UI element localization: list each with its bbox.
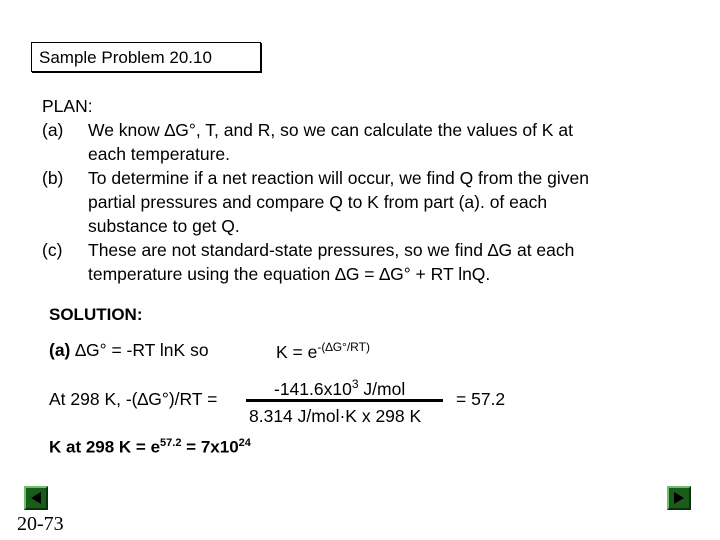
slide-title: Sample Problem 20.10 (31, 42, 261, 72)
numerator-exponent: 3 (351, 377, 359, 391)
k298-exponent2: 24 (238, 437, 251, 449)
line-298-label: At 298 K, -(∆G°)/RT = (49, 389, 218, 409)
numerator-unit: J/mol (358, 378, 406, 399)
plan-item-a (42, 118, 589, 166)
part-a-expression: ∆G° = -RT lnK so (75, 340, 209, 360)
plan-item-c (42, 238, 589, 286)
k298-value: = 7x10 (181, 437, 239, 457)
numerator-value: -141.6x10 (274, 378, 352, 399)
plan-item-text: substance to get Q. (88, 216, 240, 236)
fraction-denominator: 8.314 J/mol·K x 298 K (249, 406, 422, 426)
plan-item-text: each temperature. (88, 144, 231, 164)
k-equation (276, 340, 370, 363)
fraction-bar (246, 399, 443, 402)
k298-exponent: 57.2 (160, 437, 182, 449)
k-expression: K = e (276, 341, 318, 362)
next-arrow-icon (671, 490, 687, 506)
plan-item-label: (a) (42, 120, 64, 140)
plan-item-label: (b) (42, 168, 64, 188)
plan-item-text: temperature using the equation ∆G = ∆G° + RT lnQ. (88, 264, 491, 284)
prev-slide-button[interactable] (24, 486, 48, 510)
plan-item-label: (c) (42, 240, 63, 260)
plan-heading: PLAN: (42, 96, 93, 116)
plan-item-b (42, 166, 589, 238)
plan-item-text: We know ∆G°, T, and R, so we can calculate the values of K at (88, 120, 573, 140)
fraction-result: = 57.2 (456, 389, 506, 409)
k298-prefix: K at 298 K = e (49, 437, 161, 457)
plan-item-text: partial pressures and compare Q to K from part (a). of each (88, 192, 548, 212)
part-a-label: (a) (49, 340, 71, 360)
plan-item-text: To determine if a net reaction will occur, we find Q from the given (88, 168, 589, 188)
plan-item-text: These are not standard-state pressures, so we find ∆G at each (88, 240, 575, 260)
solution-heading: SOLUTION: (49, 305, 143, 324)
k-exponent: -(∆G°/RT) (317, 340, 370, 354)
fraction-numerator (274, 377, 405, 400)
slide-number: 20-73 (17, 513, 64, 535)
next-slide-button[interactable] (667, 486, 691, 510)
k-at-298-line (49, 437, 251, 458)
prev-arrow-icon (28, 490, 44, 506)
plan-section (42, 94, 589, 286)
solution-part-a (49, 340, 209, 361)
